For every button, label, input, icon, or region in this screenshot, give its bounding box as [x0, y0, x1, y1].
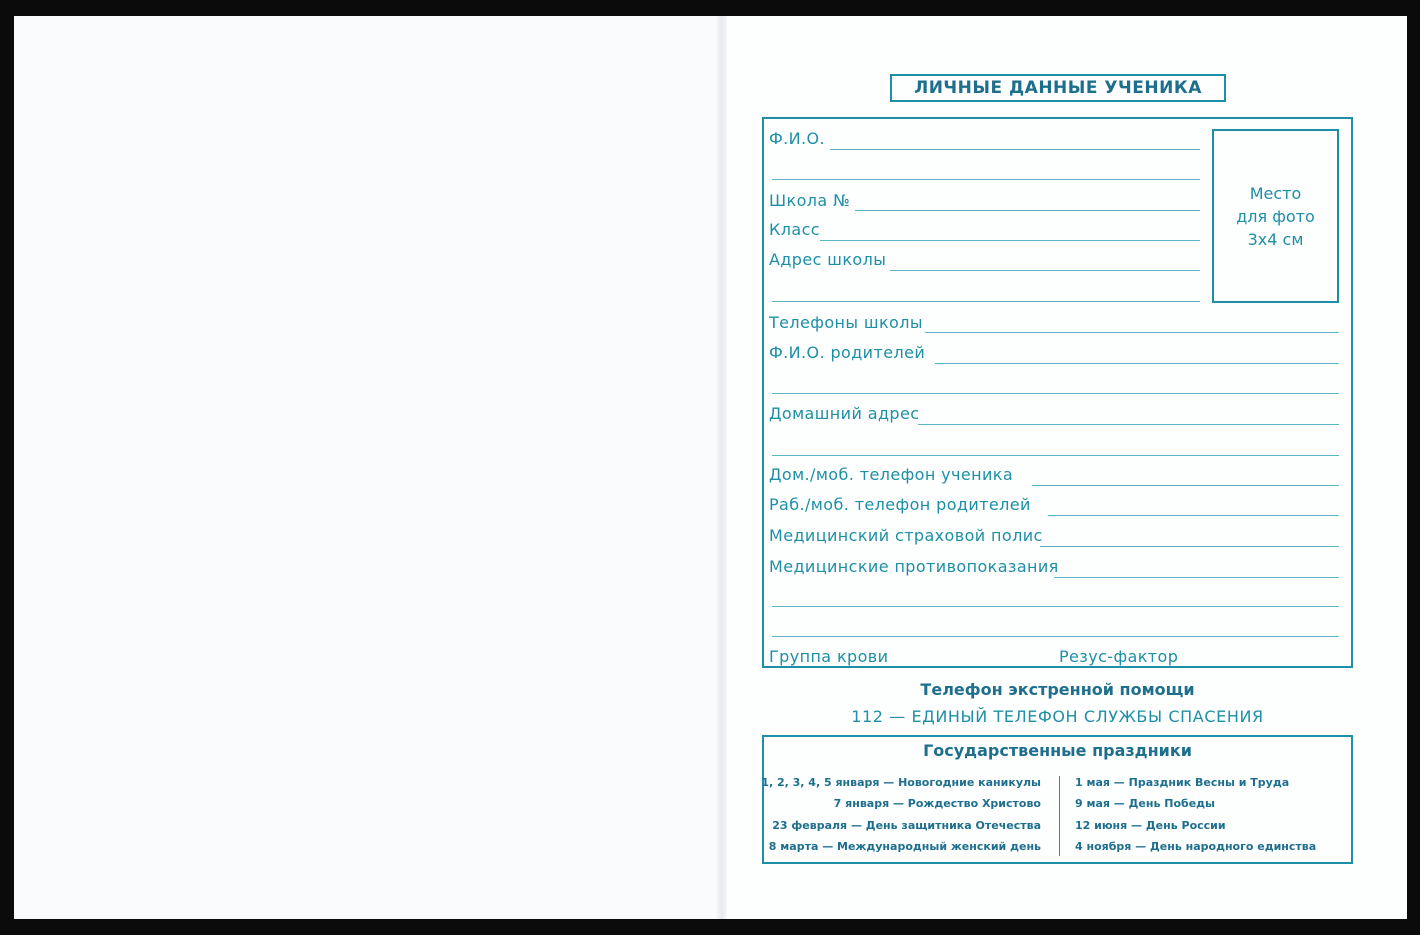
photo-placeholder: [1212, 129, 1339, 303]
field-fio-label: Ф.И.О.: [769, 129, 825, 148]
field-contraindications-line-3[interactable]: [772, 636, 1339, 637]
field-school-address-line-2[interactable]: [772, 301, 1200, 302]
field-contraindications-label: Медицинские противопоказания: [769, 557, 1059, 576]
field-insurance-label: Медицинский страховой полис: [769, 526, 1043, 545]
field-parents-fio-label: Ф.И.О. родителей: [769, 343, 926, 362]
holiday-right-3: 12 июня — День России: [1075, 819, 1226, 832]
field-parents-phone-label: Раб./моб. телефон родителей: [769, 495, 1031, 514]
field-student-phone-line[interactable]: [1032, 485, 1339, 486]
field-fio-line[interactable]: [830, 149, 1200, 150]
field-parents-phone-line[interactable]: [1048, 515, 1339, 516]
holidays-divider: [1059, 776, 1060, 856]
holiday-right-1: 1 мая — Праздник Весны и Труда: [1075, 776, 1290, 789]
holiday-left-2: 7 января — Рождество Христово: [833, 797, 1041, 810]
field-school-phones-line[interactable]: [925, 332, 1339, 333]
page-fold: [717, 16, 727, 919]
field-insurance-line[interactable]: [1040, 546, 1339, 547]
holiday-left-4: 8 марта — Международный женский день: [768, 840, 1041, 853]
field-home-address-line[interactable]: [918, 424, 1339, 425]
holiday-right-4: 4 ноября — День народного единства: [1075, 840, 1317, 853]
field-school-no-label: Школа №: [769, 191, 851, 210]
field-parents-fio-line-2[interactable]: [772, 393, 1339, 394]
form-title: ЛИЧНЫЕ ДАННЫЕ УЧЕНИКА: [914, 78, 1202, 98]
field-school-phones-label: Телефоны школы: [769, 313, 923, 332]
field-home-address-line-2[interactable]: [772, 455, 1339, 456]
field-rh-factor-label: Резус-фактор: [1059, 647, 1179, 666]
field-home-address-label: Домашний адрес: [769, 404, 920, 423]
photo-label-line1: Место: [1249, 183, 1302, 203]
field-school-address-label: Адрес школы: [769, 250, 887, 269]
left-page: [14, 16, 722, 919]
field-contraindications-line-2[interactable]: [772, 606, 1339, 607]
emergency-title: Телефон экстренной помощи: [920, 680, 1195, 699]
holiday-left-1: 1, 2, 3, 4, 5 января — Новогодние каникулы: [761, 776, 1041, 789]
field-fio-line-2[interactable]: [772, 179, 1200, 180]
photo-label-line3: 3х4 см: [1247, 229, 1304, 249]
field-blood-group-label: Группа крови: [769, 647, 889, 666]
field-class-label: Класс: [769, 220, 820, 239]
holiday-left-3: 23 февраля — День защитника Отечества: [772, 819, 1041, 832]
emergency-number: 112 — ЕДИНЫЙ ТЕЛЕФОН СЛУЖБЫ СПАСЕНИЯ: [851, 707, 1264, 726]
field-school-no-line[interactable]: [855, 210, 1200, 211]
holidays-title: Государственные праздники: [923, 741, 1192, 760]
field-student-phone-label: Дом./моб. телефон ученика: [769, 465, 1014, 484]
field-parents-fio-line[interactable]: [935, 363, 1339, 364]
holiday-right-2: 9 мая — День Победы: [1075, 797, 1215, 810]
form-title-box: [890, 74, 1226, 102]
photo-label-line2: для фото: [1236, 206, 1315, 226]
field-class-line[interactable]: [820, 240, 1200, 241]
field-school-address-line[interactable]: [890, 270, 1200, 271]
field-contraindications-line[interactable]: [1054, 577, 1339, 578]
